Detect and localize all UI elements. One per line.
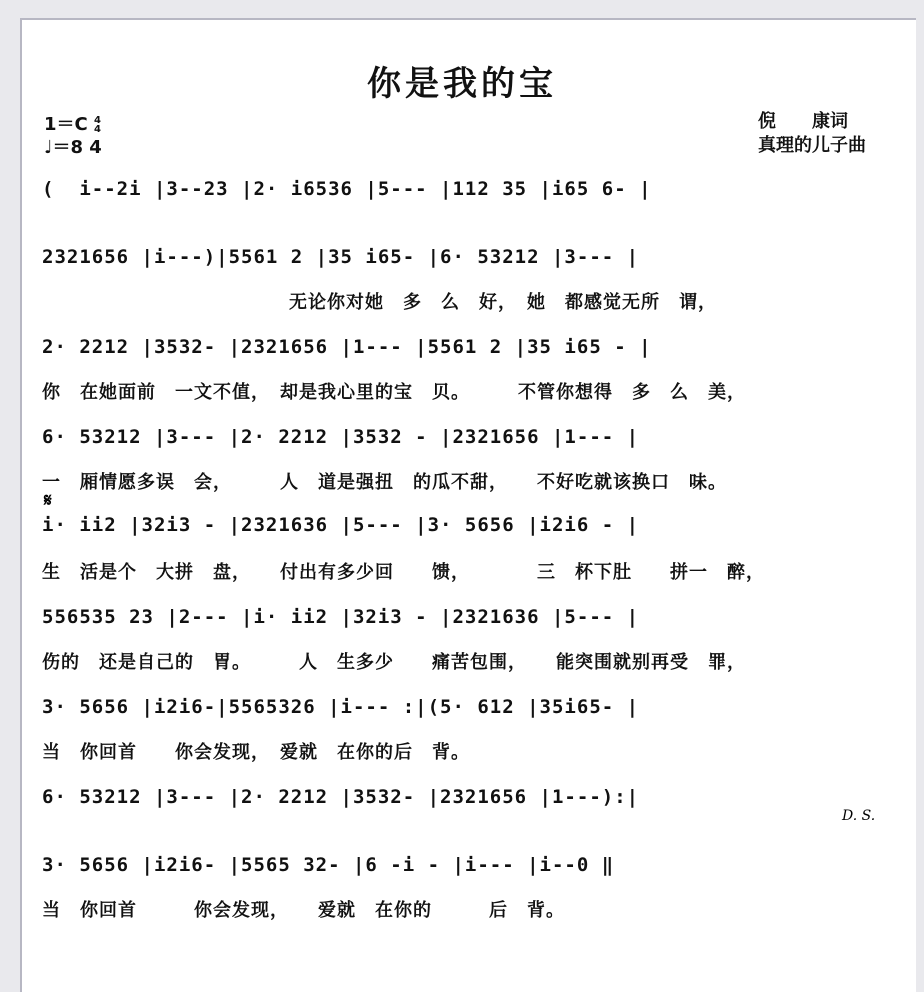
key-text: 1＝C bbox=[44, 114, 88, 135]
score-row-8: 6· 53212 |3--- |2· 2212 |3532- |2321656 |1---):| bbox=[42, 786, 640, 808]
lyric-row-9: 当 你回首 你会发现， 爱就 在你的 后 背。 bbox=[42, 900, 565, 921]
lyric-row-3: 你 在她面前 一文不值， 却是我心里的宝 贝。 不管你想得 多 么 美， bbox=[42, 382, 746, 403]
segno-mark: 𝄋 bbox=[44, 490, 52, 511]
lyricist-credit: 倪 康词 bbox=[758, 111, 848, 132]
credits bbox=[758, 110, 886, 158]
score-sheet bbox=[20, 18, 916, 992]
score-row-1: ( i--2i |3--23 |2· i6536 |5--- |112 35 |i65 6- | bbox=[42, 178, 652, 200]
song-title: 你是我的宝 bbox=[367, 64, 557, 104]
lyric-row-4: 一 厢情愿多误 会， 人 道是强扭 的瓜不甜， 不好吃就该换口 味。 bbox=[42, 472, 727, 493]
lyric-row-6: 伤的 还是自己的 胃。 人 生多少 痛苦包围， 能突围就别再受 罪， bbox=[42, 652, 746, 673]
lyric-row-2: 无论你对她 多 么 好， 她 都感觉无所 谓， bbox=[42, 292, 717, 313]
score-row-2: 2321656 |i---)|5561 2 |35 i65- |6· 53212 |3--- | bbox=[42, 246, 640, 268]
score-row-3: 2· 2212 |3532- |2321656 |1--- |5561 2 |35 i65 - | bbox=[42, 336, 652, 358]
score-row-9: 3· 5656 |i2i6- |5565 32- |6 -i - |i--- |i--0 ‖ bbox=[42, 854, 615, 876]
score-row-6: 556535 23 |2--- |i· ii2 |32i3 - |2321636 |5--- | bbox=[42, 606, 640, 628]
composer-credit: 真理的儿子曲 bbox=[758, 135, 866, 156]
score-row-4: 6· 53212 |3--- |2· 2212 |3532 - |2321656 |1--- | bbox=[42, 426, 640, 448]
time-signature bbox=[94, 116, 101, 134]
score-row-5: i· ii2 |32i3 - |2321636 |5--- |3· 5656 |i2i6 - | bbox=[42, 514, 640, 536]
time-bottom: 4 bbox=[94, 124, 101, 135]
lyric-row-5: 生 活是个 大拼 盘， 付出有多少回 馈， 三 杯下肚 拼一 醉， bbox=[42, 562, 765, 583]
score-row-7: 3· 5656 |i2i6-|5565326 |i--- :|(5· 612 |35i65- | bbox=[42, 696, 640, 718]
time-top: 4 bbox=[94, 115, 101, 126]
tempo-marking: ♩＝8 4 bbox=[44, 137, 102, 158]
lyric-row-7: 当 你回首 你会发现， 爱就 在你的后 背。 bbox=[42, 742, 470, 763]
ds-marking: D. S. bbox=[842, 808, 876, 824]
